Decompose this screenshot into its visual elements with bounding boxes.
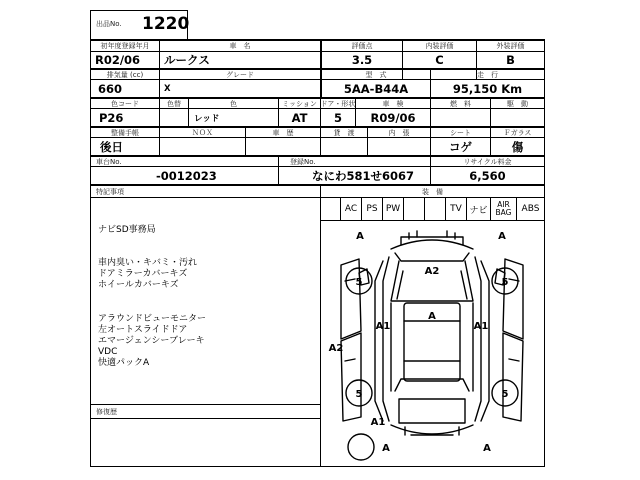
- mark-right-door: A1: [473, 321, 489, 332]
- chassis-value: -0012023: [156, 168, 217, 183]
- manual-value: 後日: [100, 139, 123, 154]
- repair-history-header: 修復歴: [96, 407, 117, 416]
- year-header: 初年度登録年月: [100, 42, 150, 50]
- car-damage-diagram: [321, 221, 544, 466]
- spare-wheel: [348, 434, 374, 460]
- equip-navi: ナビ: [469, 205, 488, 216]
- registration-value: なにわ581せ6067: [312, 168, 415, 183]
- note-line: 車内臭い・キバミ・汚れ: [98, 258, 198, 268]
- note-line: VDC: [98, 347, 118, 357]
- mission-value: AT: [291, 110, 308, 125]
- equip-blank-1: [404, 198, 424, 220]
- year-value: R02/06: [95, 53, 141, 67]
- mark-rear-left: A1: [370, 417, 386, 428]
- equip-tv: TV: [450, 204, 462, 214]
- history-col2-header: 貸 渡: [333, 128, 355, 137]
- color-code-header: 色コード: [111, 99, 139, 108]
- note-line: エマージェンシーブレーキ: [98, 336, 205, 346]
- equip-blank-2: [425, 198, 445, 220]
- note-line-1: ナビSD事務局: [98, 225, 156, 235]
- equip-ac: AC: [344, 204, 358, 214]
- manual-header: 整備手帳: [111, 128, 139, 137]
- equip-airbag: AIR BAG: [495, 200, 512, 217]
- sheet-value: コゲ: [449, 139, 472, 154]
- note-line: アラウンドビューモニター: [98, 314, 207, 324]
- displacement-header: 排気量 (cc): [106, 70, 144, 79]
- note-line: ホイールカバーキズ: [98, 280, 179, 290]
- mark-roof: A: [428, 311, 436, 322]
- fuel-header: 燃 料: [450, 99, 471, 108]
- grade-value: X: [164, 83, 171, 94]
- mark-wheel-fr: 5: [501, 277, 509, 288]
- nox-header: ＮＯＸ: [192, 128, 213, 137]
- history-header: 車 歴: [272, 128, 294, 137]
- inspection-header: 車 検: [382, 99, 404, 108]
- exterior-grade-value: B: [506, 53, 515, 67]
- recycle-header: リサイクル料金: [463, 157, 512, 166]
- mark-left-door: A1: [375, 321, 391, 332]
- registration-header: 登録No.: [290, 157, 316, 166]
- notes-group-3: [98, 314, 206, 369]
- equip-pw: PW: [385, 204, 401, 214]
- score-value: 3.5: [351, 53, 373, 67]
- mark-hood: A2: [424, 266, 440, 277]
- recycle-value: 6,560: [469, 168, 506, 183]
- drive-header: 駆 動: [507, 99, 528, 108]
- interior-grade-value: C: [435, 53, 444, 67]
- lot-label: 出品No.: [96, 20, 122, 28]
- note-line: 快適パックA: [98, 358, 150, 368]
- hood-outline: [395, 253, 469, 261]
- equipment-header: 装 備: [422, 187, 443, 196]
- grade-header: グレード: [226, 70, 254, 79]
- mark-wheel-rr: 5: [501, 389, 509, 400]
- displacement-value: 660: [98, 81, 123, 96]
- glass-header: Ｆガラス: [503, 128, 532, 137]
- lot-number: 1220: [142, 14, 190, 34]
- front-bumper-outline: [391, 240, 473, 249]
- sheet-header: シート: [450, 128, 471, 137]
- doors-header: ドア・形状: [320, 99, 356, 108]
- mark-rear-bumper-left: A: [382, 443, 390, 454]
- color-header: 色: [230, 99, 237, 108]
- history-col3-header: 内 張: [388, 128, 410, 137]
- mileage-header: 走 行: [477, 70, 498, 79]
- exterior-grade-header: 外装評価: [496, 42, 525, 50]
- mark-wheel-fl: 5: [355, 277, 363, 288]
- color-code-value: P26: [99, 110, 124, 125]
- mark-rear-bumper-right: A: [483, 443, 491, 454]
- score-header: 評価点: [351, 42, 373, 50]
- body-side-outline: [375, 261, 489, 421]
- interior-grade-header: 内装評価: [425, 42, 454, 50]
- color-value: レッド: [194, 113, 220, 124]
- mark-front-right: A: [498, 231, 506, 242]
- rear-hatch-outline: [399, 399, 465, 423]
- note-line: ドアミラーカバーキズ: [98, 269, 188, 279]
- notes-header: 特記事項: [96, 187, 124, 196]
- notes-group-2: [98, 258, 197, 291]
- equip-abs: ABS: [521, 204, 540, 214]
- mark-wheel-rl: 5: [355, 389, 363, 400]
- mark-left-side: A2: [328, 343, 344, 354]
- equip-ps: PS: [366, 204, 378, 214]
- mark-front-left: A: [356, 231, 364, 242]
- doors-value: 5: [333, 110, 342, 125]
- car-name-header: 車 名: [229, 42, 251, 50]
- chassis-header: 車台No.: [96, 157, 122, 166]
- model-header: 型 式: [365, 70, 387, 79]
- mileage-value: 95,150 Km: [452, 81, 523, 96]
- inspection-value: R09/06: [370, 110, 416, 125]
- color-change-header: 色替: [167, 99, 181, 108]
- glass-value: 傷: [511, 139, 524, 154]
- mission-header: ミッション: [282, 99, 317, 108]
- note-line: 左オートスライドドア: [98, 325, 188, 335]
- car-name-value: ルークス: [164, 53, 210, 67]
- model-value: 5AA-B44A: [343, 81, 409, 96]
